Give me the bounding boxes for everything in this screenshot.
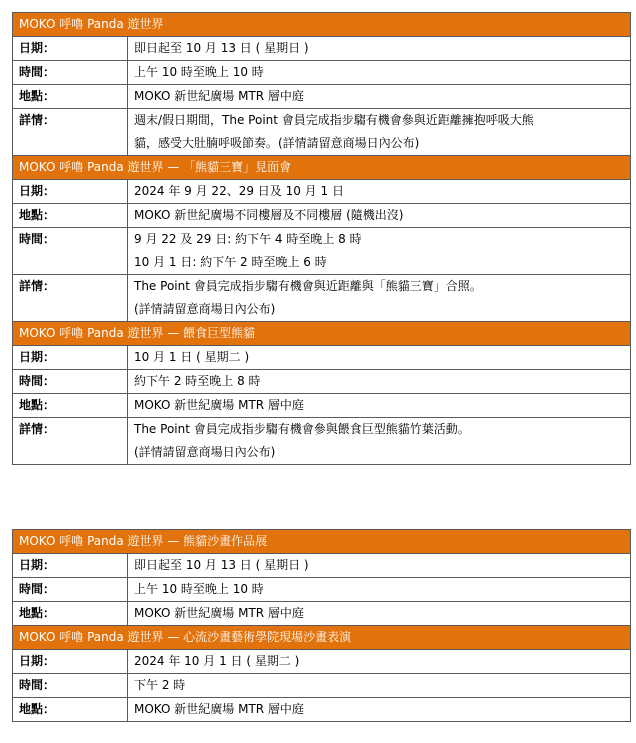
section-title: MOKO 呼嚕 Panda 遊世界 — 餵食巨型熊貓 <box>13 322 631 346</box>
section-header-row <box>13 530 631 554</box>
row-label: 日期： <box>13 37 128 61</box>
row-value-line: (詳情請留意商場日內公布) <box>134 445 276 459</box>
row-value-line: 上午 10 時至晚上 10 時 <box>134 65 264 79</box>
row-value <box>128 346 631 370</box>
row-label: 日期： <box>13 180 128 204</box>
row-value <box>128 37 631 61</box>
table-row <box>13 346 631 370</box>
row-value <box>128 180 631 204</box>
table-row <box>13 650 631 674</box>
row-label: 時間： <box>13 228 128 275</box>
table-row <box>13 204 631 228</box>
table-row <box>13 180 631 204</box>
row-value-line: 2024 年 9 月 22、29 日及 10 月 1 日 <box>134 184 344 198</box>
row-value-line: 貓，感受大肚腩呼吸節奏。(詳情請留意商場日內公布) <box>134 136 420 150</box>
table-row <box>13 602 631 626</box>
section-title: MOKO 呼嚕 Panda 遊世界 <box>13 13 631 37</box>
row-label: 地點： <box>13 85 128 109</box>
section-header-row <box>13 626 631 650</box>
row-value-line: 9 月 22 及 29 日: 約下午 4 時至晚上 8 時 <box>134 232 362 246</box>
row-value-line: MOKO 新世紀廣場 MTR 層中庭 <box>134 89 304 103</box>
section-title: MOKO 呼嚕 Panda 遊世界 — 熊貓沙畫作品展 <box>13 530 631 554</box>
row-label: 時間： <box>13 674 128 698</box>
row-value <box>128 204 631 228</box>
row-value-line: 2024 年 10 月 1 日 ( 星期二 ) <box>134 654 300 668</box>
section-header-row <box>13 13 631 37</box>
row-value <box>128 578 631 602</box>
table-row <box>13 109 631 156</box>
table-row <box>13 394 631 418</box>
row-label: 地點： <box>13 394 128 418</box>
section-title: MOKO 呼嚕 Panda 遊世界 — 心流沙畫藝術學院現場沙畫表演 <box>13 626 631 650</box>
table-row <box>13 61 631 85</box>
row-value <box>128 674 631 698</box>
row-label: 時間： <box>13 61 128 85</box>
table-row <box>13 275 631 322</box>
row-value <box>128 85 631 109</box>
row-value-line: MOKO 新世紀廣場 MTR 層中庭 <box>134 606 304 620</box>
row-label: 詳情： <box>13 418 128 465</box>
row-value-line: 10 月 1 日 ( 星期二 ) <box>134 350 250 364</box>
row-value-line: 上午 10 時至晚上 10 時 <box>134 582 264 596</box>
row-label: 詳情： <box>13 275 128 322</box>
row-value-line: MOKO 新世紀廣場 MTR 層中庭 <box>134 398 304 412</box>
row-label: 日期： <box>13 650 128 674</box>
row-value <box>128 394 631 418</box>
table-row <box>13 554 631 578</box>
row-value <box>128 228 631 275</box>
row-value-line: 10 月 1 日: 約下午 2 時至晚上 6 時 <box>134 255 327 269</box>
table-row <box>13 674 631 698</box>
row-label: 日期： <box>13 554 128 578</box>
row-label: 時間： <box>13 578 128 602</box>
row-value-line: The Point 會員完成指步騶有機會與近距離與「熊貓三寶」合照。 <box>134 279 482 293</box>
table-row <box>13 228 631 275</box>
row-value-line: 約下午 2 時至晚上 8 時 <box>134 374 261 388</box>
row-value <box>128 602 631 626</box>
row-value-line: (詳情請留意商場日內公布) <box>134 302 276 316</box>
row-value-line: 下午 2 時 <box>134 678 186 692</box>
row-value-line: 即日起至 10 月 13 日 ( 星期日 ) <box>134 558 309 572</box>
row-value <box>128 61 631 85</box>
row-value-line: 週末/假日期間，The Point 會員完成指步騶有機會參與近距離擁抱呼吸大熊 <box>134 113 534 127</box>
row-label: 日期： <box>13 346 128 370</box>
table-row <box>13 698 631 722</box>
row-label: 時間： <box>13 370 128 394</box>
row-value <box>128 275 631 322</box>
row-value <box>128 418 631 465</box>
row-value <box>128 370 631 394</box>
table-row <box>13 418 631 465</box>
event-schedule-table-1 <box>12 12 631 465</box>
row-value-line: The Point 會員完成指步騶有機會參與餵食巨型熊貓竹葉活動。 <box>134 422 470 436</box>
table-row <box>13 578 631 602</box>
row-value-line: MOKO 新世紀廣場 MTR 層中庭 <box>134 702 304 716</box>
table-row <box>13 85 631 109</box>
row-value <box>128 650 631 674</box>
row-value <box>128 698 631 722</box>
event-schedule-table-2 <box>12 529 631 722</box>
row-value <box>128 554 631 578</box>
row-label: 地點： <box>13 204 128 228</box>
section-title: MOKO 呼嚕 Panda 遊世界 — 「熊貓三寶」見面會 <box>13 156 631 180</box>
table-row <box>13 370 631 394</box>
row-label: 地點： <box>13 602 128 626</box>
row-value-line: MOKO 新世紀廣場不同樓層及不同樓層 (隨機出沒) <box>134 208 404 222</box>
row-label: 地點： <box>13 698 128 722</box>
row-value-line: 即日起至 10 月 13 日 ( 星期日 ) <box>134 41 309 55</box>
row-label: 詳情： <box>13 109 128 156</box>
section-header-row <box>13 156 631 180</box>
row-value <box>128 109 631 156</box>
section-header-row <box>13 322 631 346</box>
table-row <box>13 37 631 61</box>
